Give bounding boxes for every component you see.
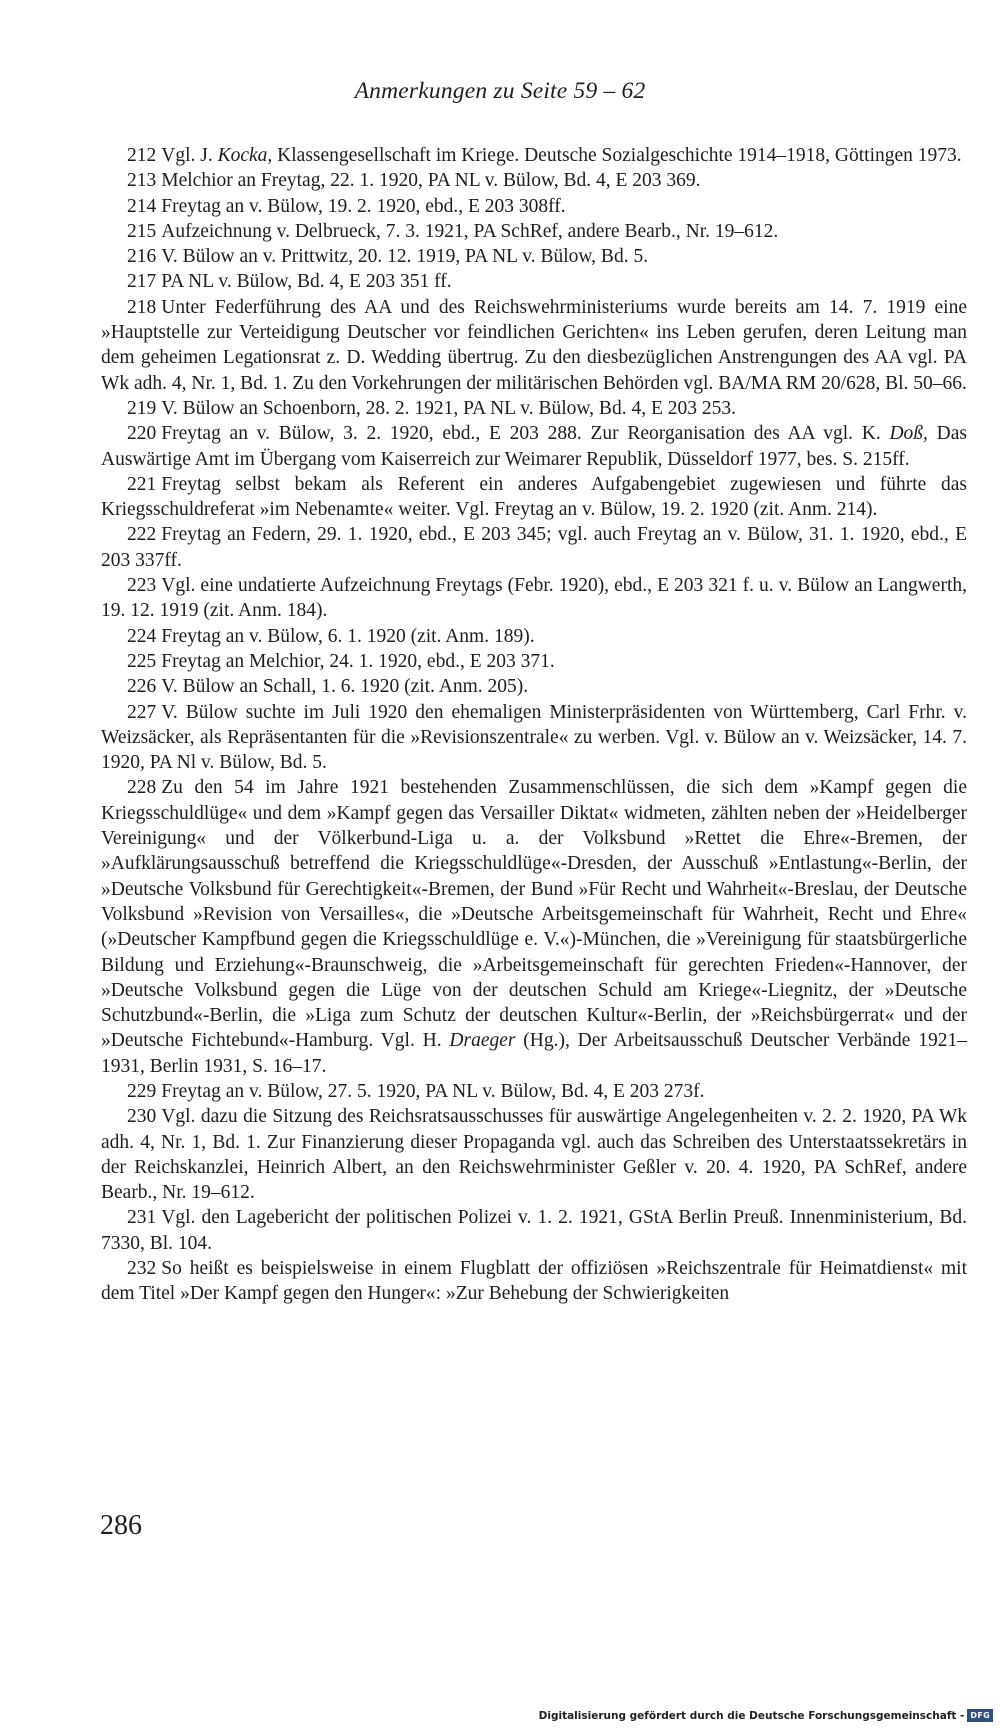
footnote-text: Vgl. dazu die Sitzung des Reichsratsausschusses für auswärtige Angelegenheiten v. 2. 2. 1920, PA Wk adh. 4, Nr. 1, Bd. 1. Zur Finanzierung dieser Propaganda vgl. auch das Schreiben des Unterstaatssekretärs in der Reichskanzlei, Heinrich Albert, an den Reichswehrminister Geßler v. 20. 4. 1920, PA SchRef, andere Bearb., Nr. 19–612. (101, 1106, 967, 1204)
footnote-text: Klassengesellschaft im Kriege. Deutsche Sozialgeschichte 1914–1918, Göttingen 1973. (272, 145, 962, 166)
footnote-text: Freytag an v. Bülow, 3. 2. 1920, ebd., E 203 288. Zur Reorganisation des AA vgl. K. (161, 423, 890, 445)
footnote-222 (101, 522, 967, 573)
footnote-number: 226 (127, 676, 157, 698)
footnote-number: 228 (127, 777, 157, 799)
footnote-text: Vgl. den Lagebericht der politischen Polizei v. 1. 2. 1921, GStA Berlin Preuß. Innenministerium, Bd. 7330, Bl. 104. (101, 1207, 967, 1254)
footnote-216 (101, 244, 967, 269)
footnote-text: Freytag an v. Bülow, 6. 1. 1920 (zit. Anm. 189). (161, 625, 535, 647)
footnote-text: Das Auswärtige Amt im Übergang vom Kaiserreich zur Weimarer Republik, Düsseldorf 1977, bes. S. 215ff. (101, 423, 967, 470)
footnote-number: 227 (127, 701, 157, 723)
footnote-number: 216 (127, 246, 157, 268)
footnote-232 (101, 1256, 967, 1307)
footnote-number: 229 (127, 1080, 157, 1102)
footnote-text: Freytag an v. Bülow, 27. 5. 1920, PA NL v. Bülow, Bd. 4, E 203 273f. (161, 1080, 705, 1102)
footnote-229 (101, 1079, 967, 1104)
footnote-number: 225 (127, 650, 157, 672)
footnote-223 (101, 573, 967, 624)
footnote-number: 224 (127, 625, 157, 647)
credit-text: Digitalisierung gefördert durch die Deutsche Forschungsgemeinschaft - (538, 1709, 965, 1722)
footnote-number: 213 (127, 170, 157, 192)
footnote-number: 222 (127, 524, 157, 546)
footnote-219 (101, 396, 967, 421)
footnote-text: Freytag selbst bekam als Referent ein anderes Aufgabengebiet zugewiesen und führte das Kriegsschuldreferat »im Nebenamte« weiter. Vgl. Freytag an v. Bülow, 19. 2. 1920 (zit. Anm. 214). (101, 473, 967, 521)
footnote-212 (101, 143, 967, 168)
footnote-227 (101, 700, 967, 776)
footnote-225 (101, 649, 967, 674)
footnote-231 (101, 1205, 967, 1256)
footnote-text: Unter Federführung des AA und des Reichswehrministeriums wurde bereits am 14. 7. 1919 eine »Hauptstelle zur Verteidigung Deutscher vor feindlichen Gerichten« ins Leben gerufen, deren Leitung man dem geheimen Legationsrat z. D. Wedding übertrug. Zu den diesbezüglichen Anstrengungen des AA vgl. PA Wk adh. 4, Nr. 1, Bd. 1. Zu den Vorkehrungen der militärischen Behörden vgl. BA/MA RM 20/628, Bl. 50–66. (101, 296, 967, 394)
footnote-number: 232 (127, 1258, 157, 1280)
footnote-number: 214 (127, 195, 157, 217)
footnote-number: 218 (127, 296, 157, 318)
footnote-text: (Hg.), Der Arbeitsausschuß Deutscher Verbände 1921–1931, Berlin 1931, S. 16–17. (101, 1030, 967, 1077)
running-header: Anmerkungen zu Seite 59 – 62 (354, 78, 646, 104)
footnote-number: 223 (127, 575, 157, 597)
digitization-credit (539, 1708, 993, 1723)
footnote-text: V. Bülow suchte im Juli 1920 den ehemaligen Ministerpräsidenten von Württemberg, Carl Frhr. v. Weizsäcker, als Repräsentanten für die »Revisionszentrale« zu werben. Vgl. v. Bülow an v. Weizsäcker, 14. 7. 1920, PA Nl v. Bülow, Bd. 5. (101, 701, 967, 774)
footnote-number: 212 (127, 145, 157, 166)
footnote-224 (101, 624, 967, 649)
footnote-text: Vgl. J. (161, 145, 218, 166)
footnote-text: Freytag an v. Bülow, 19. 2. 1920, ebd., E 203 308ff. (161, 195, 566, 217)
footnote-number: 230 (127, 1106, 157, 1128)
dfg-logo-icon: DFG (967, 1709, 993, 1722)
footnote-text: Vgl. eine undatierte Aufzeichnung Freytags (Febr. 1920), ebd., E 203 321 f. u. v. Bülow an Langwerth, 19. 12. 1919 (zit. Anm. 184). (101, 575, 967, 622)
footnote-text: So heißt es beispielsweise in einem Flugblatt der offiziösen »Reichszentrale für Heimatdienst« mit dem Titel »Der Kampf gegen den Hunger«: »Zur Behebung der Schwierigkeiten (101, 1258, 967, 1305)
footnote-228 (101, 775, 967, 1079)
footnote-number: 217 (127, 271, 157, 293)
footnote-text: Zu den 54 im Jahre 1921 bestehenden Zusammenschlüssen, die sich dem »Kampf gegen die Kriegsschuldlüge« und dem »Kampf gegen das Versailler Diktat« widmeten, zählten neben der »Heidelberger Vereinigung« und der Völkerbund-Liga u. a. der Volksbund »Rettet die Ehre«-Bremen, der »Aufklärungsausschuß betreffend die Kriegsschuldlüge«-Dresden, der Ausschuß »Entlastung«-Berlin, der »Deutsche Volksbund für Gerechtigkeit«-Bremen, der Bund »Für Recht und Wahrheit«-Breslau, der Deutsche Volksbund »Revision von Versailles«, die »Deutsche Arbeitsgemeinschaft für Wahrheit, Recht und Ehre« (»Deutscher Kampfbund gegen die Kriegsschuldlüge e. V.«)-München, die »Vereinigung für staatsbürgerliche Bildung und Erziehung«-Braunschweig, die »Arbeitsgemeinschaft für gerechten Frieden«-Hannover, der »Deutsche Volksbund gegen die Lüge von der deutschen Schuld am Kriege«-Liegnitz, der »Deutsche Schutzbund«-Berlin, die »Liga zum Schutz der deutschen Kultur«-Berlin, der »Reichsbürgerrat« und der »Deutsche Fichtebund«-Hamburg. Vgl. H. (101, 777, 967, 1052)
page-number: 286 (100, 1510, 142, 1541)
footnotes-list (101, 143, 967, 1307)
footnote-215 (101, 219, 967, 244)
footnote-218 (101, 295, 967, 396)
cited-author: Doß, (889, 423, 928, 445)
footnote-number: 220 (127, 423, 157, 445)
footnote-text: V. Bülow an Schoenborn, 28. 2. 1921, PA NL v. Bülow, Bd. 4, E 203 253. (161, 397, 736, 419)
footnote-text: PA NL v. Bülow, Bd. 4, E 203 351 ff. (161, 271, 452, 293)
footnote-221 (101, 472, 967, 523)
footnote-number: 231 (127, 1207, 157, 1229)
footnote-226 (101, 674, 967, 699)
footnote-number: 215 (127, 220, 157, 242)
footnote-230 (101, 1104, 967, 1205)
footnote-text: Aufzeichnung v. Delbrueck, 7. 3. 1921, PA SchRef, andere Bearb., Nr. 19–612. (161, 220, 779, 242)
cited-author: Kocka, (217, 145, 273, 166)
footnote-text: V. Bülow an Schall, 1. 6. 1920 (zit. Anm. 205). (161, 676, 529, 698)
footnote-text: V. Bülow an v. Prittwitz, 20. 12. 1919, PA NL v. Bülow, Bd. 5. (161, 246, 649, 268)
footnote-number: 221 (127, 473, 157, 495)
cited-author: Draeger (449, 1030, 516, 1052)
footnote-text: Freytag an Federn, 29. 1. 1920, ebd., E 203 345; vgl. auch Freytag an v. Bülow, 31. 1. 1920, ebd., E 203 337ff. (101, 524, 967, 571)
footnote-220 (101, 421, 967, 472)
footnote-213 (101, 168, 967, 193)
footnote-214 (101, 194, 967, 219)
footnote-text: Freytag an Melchior, 24. 1. 1920, ebd., E 203 371. (161, 650, 555, 672)
footnote-text: Melchior an Freytag, 22. 1. 1920, PA NL v. Bülow, Bd. 4, E 203 369. (161, 170, 701, 192)
footnote-number: 219 (127, 397, 157, 419)
footnote-217 (101, 269, 967, 294)
